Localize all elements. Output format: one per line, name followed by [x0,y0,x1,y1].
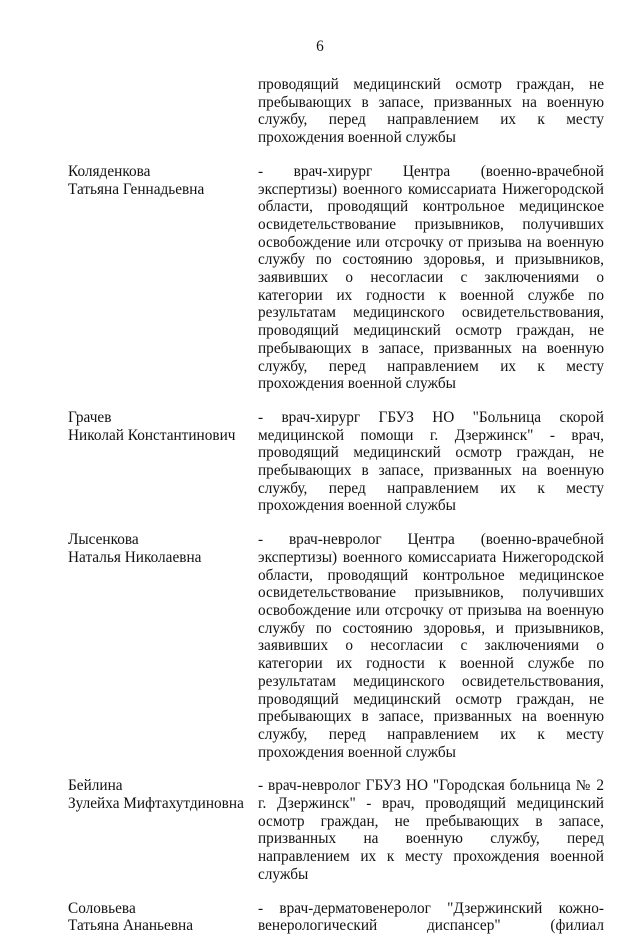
continuation-entry [68,76,604,147]
name-column-empty [68,76,258,147]
list-item [68,531,604,761]
surname: Лысенкова [68,531,139,549]
given-name: Николай Константинович [68,426,236,444]
surname: Коляденкова [68,162,151,180]
list-item [68,409,604,515]
surname: Бейлина [68,777,123,795]
position-description: - врач-дерматовенеролог "Дзержинский кожно-венерологический диспансер" (филиал [258,899,604,935]
surname: Грачев [68,408,112,426]
position-description: - врач-хирург ГБУЗ НО "Больница скорой медицинской помощи г. Дзержинск" - врач, проводящий медицинский осмотр граждан, не пребывающих в запасе, призванных на военную службу, перед направлением их к месту прохождения военной службы [258,408,604,515]
person-name [68,777,258,883]
given-name: Наталья Николаевна [68,548,202,566]
surname: Соловьева [68,899,136,917]
given-name: Татьяна Геннадьевна [68,180,205,198]
continuation-text: проводящий медицинский осмотр граждан, не пребывающих в запасе, призванных на военную службу, перед направлением их к месту прохождения военной службы [258,76,604,147]
given-name: Татьяна Ананьевна [68,917,194,935]
position-description: - врач-невролог ГБУЗ НО "Городская больница № 2 г. Дзержинск" - врач, проводящий медицинский осмотр граждан, не пребывающих в запасе, призванных на военную службу, перед направлением их к месту прохождения военной службы [258,777,604,883]
position-description: - врач-невролог Центра (военно-врачебной экспертизы) военного комиссариата Нижегородской области, проводящий контрольное медицинское освидетельствование призывников, получивших освобождение или отсрочку от призыва на военную службу по состоянию здоровья, и призывников, заявивших о несогласии с заключениями о категории их годности к военной службе по результатам медицинского освидетельствования, проводящий медицинский осмотр граждан, не пребывающих в запасе, призванных на военную службу, перед направлением их к месту прохождения военной службы [258,531,604,761]
position-description: - врач-хирург Центра (военно-врачебной экспертизы) военного комиссариата Нижегородской области, проводящий контрольное медицинское освидетельствование призывников, получивших освобождение или отсрочку от призыва на военную службу по состоянию здоровья, и призывников, заявивших о несогласии с заключениями о категории их годности к военной службе по результатам медицинского освидетельствования, проводящий медицинский осмотр граждан, не пребывающих в запасе, призванных на военную службу, перед направлением их к месту прохождения военной службы [258,162,604,393]
list-item [68,777,604,883]
given-name: Зулейха Мифтахутдиновна [68,795,244,813]
page-number: 6 [316,38,324,55]
person-name [68,409,258,515]
document-body [68,76,604,951]
person-name [68,531,258,761]
list-item [68,163,604,393]
person-name [68,163,258,393]
